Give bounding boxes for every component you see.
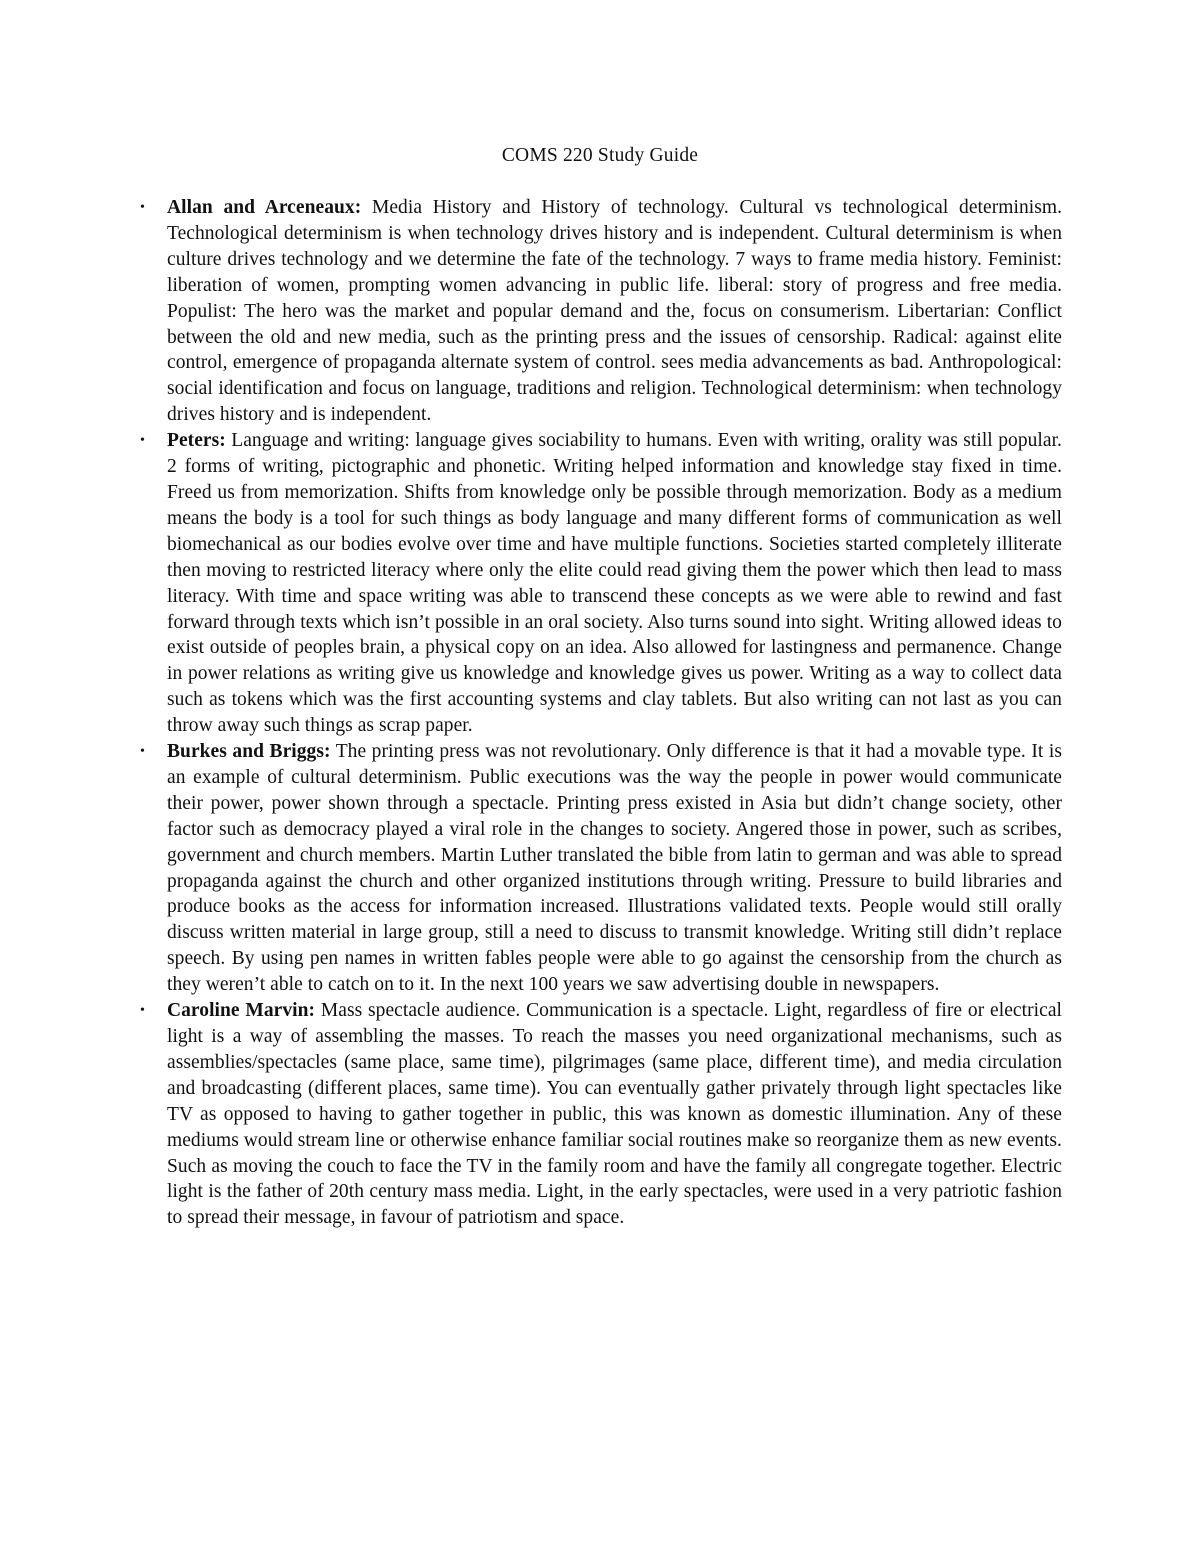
entry-body: Mass spectacle audience. Communication is a spectacle. Light, regardless of fire or electrical light is a way of assembling the masses. To reach the masses you need organizational mechanisms, such as assemblies/spectacles (same place, same time), pilgrimages (same place, different time), and media circulation and broadcasting (different places, same time). You can eventually gather privately through light spectacles like TV as opposed to having to gather together in public, this was known as domestic illumination. Any of these mediums would stream line or otherwise enhance familiar social routines make so reorganize them as new events. Such as moving the couch to face the TV in the family room and have the family all congregate together. Electric light is the father of 20th century mass media. Light, in the early spectacles, were used in a very patriotic fashion to spread their message, in favour of patriotism and space. xyxy=(167,1000,1062,1229)
list-item-burkes-and-briggs xyxy=(140,739,1062,998)
bullet-icon: • xyxy=(140,1003,145,1019)
list-item-peters xyxy=(140,428,1062,739)
bullet-icon: • xyxy=(140,200,145,215)
entry-heading: Peters: xyxy=(167,430,226,452)
entry-body: Media History and History of technology. Cultural vs technological determinism. Technological determinism is when technology drives history and is independent. Cultural determinism is when culture drives technology and we determine the fate of the technology. 7 ways to frame media history. Feminist: liberation of women, prompting women advancing in public life. liberal: story of progress and free media. Populist: The hero was the market and popular demand and the, focus on consumerism. Libertarian: Conflict between the old and new media, such as the printing press and the issues of censorship. Radical: against elite control, emergence of propaganda alternate system of control. sees media advancements as bad. Anthropological: social identification and focus on language, traditions and religion. Technological determinism: when technology drives history and is independent. xyxy=(167,197,1062,426)
study-guide-list xyxy=(140,195,1062,1231)
entry-heading: Allan and Arceneaux: xyxy=(167,197,362,218)
document-title: COMS 220 Study Guide xyxy=(501,145,699,166)
list-item-allan-and-arceneaux xyxy=(140,195,1062,428)
entry-heading: Burkes and Briggs: xyxy=(167,741,331,763)
entry-heading: Caroline Marvin: xyxy=(167,1000,316,1022)
bullet-icon: • xyxy=(140,744,145,760)
entry-body: The printing press was not revolutionary. Only difference is that it had a movable type. It is an example of cultural determinism. Public executions was the way the people in power would communicate their power, power shown through a spectacle. Printing press existed in Asia but didn’t change society, other factor such as democracy played a viral role in the changes to society. Angered those in power, such as scribes, government and church members. Martin Luther translated the bible from latin to german and was able to spread propaganda against the church and other organized institutions through writing. Pressure to build libraries and produce books as the access for information increased. Illustrations validated texts. People would still orally discuss written material in large group, still a need to discuss to transmit knowledge. Writing still didn’t replace speech. By using pen names in written fables people were able to go against the censorship from the church as they weren’t able to catch on to it. In the next 100 years we saw advertising double in newspapers. xyxy=(167,741,1062,996)
entry-body: Language and writing: language gives sociability to humans. Even with writing, orality was still popular. 2 forms of writing, pictographic and phonetic. Writing helped information and knowledge stay fixed in time. Freed us from memorization. Shifts from knowledge only be possible through memorization. Body as a medium means the body is a tool for such things as body language and many different forms of communication as well biomechanical as our bodies evolve over time and have multiple functions. Societies started completely illiterate then moving to restricted literacy where only the elite could read giving them the power which then lead to mass literacy. With time and space writing was able to transcend these concepts as we were able to rewind and fast forward through texts which isn’t possible in an oral society. Also turns sound into sight. Writing allowed ideas to exist outside of peoples brain, a physical copy on an idea. Also allowed for lastingness and permanence. Change in power relations as writing give us knowledge and knowledge gives us power. Writing as a way to collect data such as tokens which was the first accounting systems and clay tablets. But also writing can not last as you can throw away such things as scrap paper. xyxy=(167,430,1062,737)
list-item-caroline-marvin xyxy=(140,998,1062,1231)
bullet-icon: • xyxy=(140,433,145,449)
